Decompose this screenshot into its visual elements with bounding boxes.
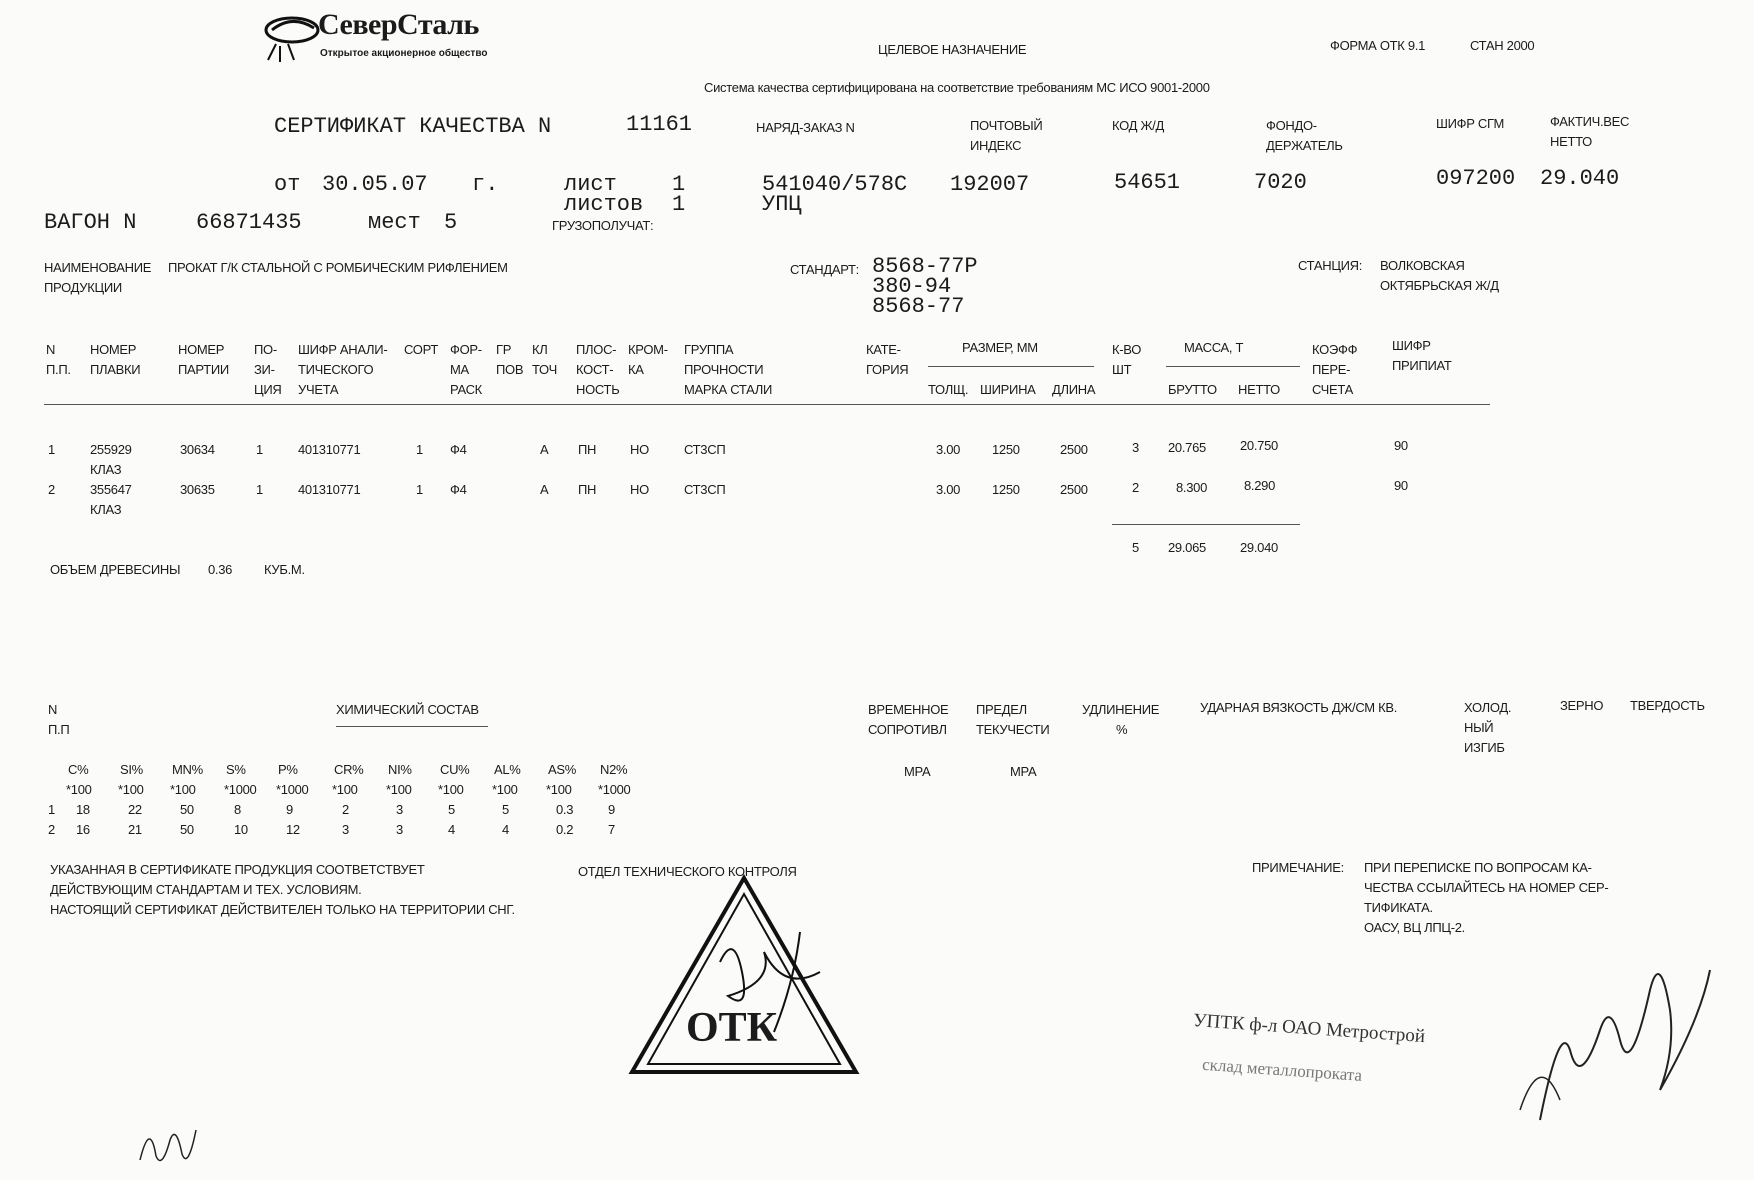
row-thick: 3.00 [936,482,961,497]
station-label: СТАНЦИЯ: [1298,258,1363,273]
row-batch: 30635 [180,482,215,497]
rail-label: КОД Ж/Д [1112,118,1164,133]
compliance-line-1: УКАЗАННАЯ В СЕРТИФИКАТЕ ПРОДУКЦИЯ СООТВЕТСТВУЕТ [50,862,425,877]
col-kl: КЛ [532,342,548,357]
chem-mult-10: *1000 [598,782,631,797]
row-width: 1250 [992,482,1020,497]
row-position: 1 [256,482,263,497]
standard-1: 8568-77Р [872,254,978,279]
row-edge: НО [630,442,649,457]
chem-value: 3 [396,802,403,817]
product-name: ПРОКАТ Г/К СТАЛЬНОЙ С РОМБИЧЕСКИМ РИФЛЕНИЕМ [168,260,508,275]
chem-mult-1: *100 [118,782,144,797]
col-form: ФОР- [450,342,482,357]
col-code-2: ТИЧЕСКОГО [298,362,374,377]
row-batch: 30634 [180,442,215,457]
col-form-3: РАСК [450,382,482,397]
chem-value: 22 [128,802,142,817]
col-group: ГРУППА [684,342,734,357]
chem-row-n: 2 [48,822,55,837]
col-gr: ГР [496,342,512,357]
total-gross: 29.065 [1168,540,1206,555]
col-size: РАЗМЕР, ММ [962,340,1038,355]
holder-label: ФОНДО- [1266,118,1317,133]
col-sort: СОРТ [404,342,439,357]
row-kl: А [540,482,549,497]
row-gross: 20.765 [1168,440,1206,455]
otk-department: ОТДЕЛ ТЕХНИЧЕСКОГО КОНТРОЛЯ [578,864,797,879]
col-gross: БРУТТО [1168,382,1217,397]
chem-value: 12 [286,822,300,837]
chem-value: 3 [396,822,403,837]
chem-title: ХИМИЧЕСКИЙ СОСТАВ [336,702,479,717]
col-kl-2: ТОЧ [532,362,557,377]
mech-bend-2: НЫЙ [1464,720,1494,735]
cert-title: СЕРТИФИКАТ КАЧЕСТВА N [274,114,552,139]
row-edge: НО [630,482,649,497]
mill-label: СТАН 2000 [1470,38,1535,53]
col-appendix-2: ПРИПИАТ [1392,358,1452,373]
row-qty: 3 [1132,440,1139,455]
chem-value: 10 [234,822,248,837]
col-edge: КРОМ- [628,342,668,357]
chem-element-2: MN% [172,762,203,777]
col-code: ШИФР АНАЛИ- [298,342,388,357]
row-plate-2: КЛАЗ [90,462,122,477]
col-flat-3: НОСТЬ [576,382,620,397]
mech-bend-3: ИЗГИБ [1464,740,1505,755]
postal-code: 192007 [950,172,1030,197]
chem-value: 50 [180,802,194,817]
weight-label-2: НЕТТО [1550,134,1592,149]
sgm-code: 097200 [1436,166,1516,191]
places-number: 5 [444,210,458,235]
row-steel: СТ3СП [684,482,726,497]
order-unit: УПЦ [762,192,802,217]
standard-3: 8568-77 [872,294,965,319]
row-form: Ф4 [450,442,467,457]
row-n: 2 [48,482,55,497]
net-weight: 29.040 [1540,166,1620,191]
chem-element-4: P% [278,762,298,777]
row-length: 2500 [1060,482,1088,497]
col-code-3: УЧЕТА [298,382,339,397]
col-plate-2: ПЛАВКИ [90,362,141,377]
col-flat-2: КОСТ- [576,362,614,377]
target-label: ЦЕЛЕВОЕ НАЗНАЧЕНИЕ [878,42,1027,57]
otk-stamp-text: ОТК [686,1005,778,1051]
col-edge-2: КА [628,362,644,377]
col-group-3: МАРКА СТАЛИ [684,382,773,397]
row-form: Ф4 [450,482,467,497]
form-label: ФОРМА ОТК 9.1 [1330,38,1426,53]
col-position-3: ЦИЯ [254,382,282,397]
row-plate-2: КЛАЗ [90,502,122,517]
row-kl: А [540,442,549,457]
chem-element-0: С% [68,762,89,777]
chem-mult-3: *1000 [224,782,257,797]
chem-value: 5 [448,802,455,817]
chem-value: 3 [342,822,349,837]
wood-unit: КУБ.М. [264,562,305,577]
order-label: НАРЯД-ЗАКАЗ N [756,120,855,135]
sheets-number: 1 [672,192,686,217]
chem-n: N [48,702,58,717]
chem-value: 7 [608,822,615,837]
row-net: 20.750 [1240,438,1278,453]
row-sort: 1 [416,442,423,457]
chem-value: 18 [76,802,90,817]
chem-element-6: NI% [388,762,412,777]
col-category-2: ГОРИЯ [866,362,909,377]
chem-value: 5 [502,802,509,817]
col-category: КАТЕ- [866,342,901,357]
handwritten-mark-icon [130,1110,210,1176]
total-qty: 5 [1132,540,1139,555]
chem-value: 0.2 [556,822,574,837]
row-plate: 355647 [90,482,132,497]
col-gr-2: ПОВ [496,362,524,377]
row-position: 1 [256,442,263,457]
holder-code: 7020 [1254,170,1307,195]
weight-label: ФАКТИЧ.ВЕС [1550,114,1630,129]
wagon-number: 66871435 [196,210,302,235]
mech-yield: ПРЕДЕЛ [976,702,1027,717]
sheet-label: лист [564,172,617,197]
chem-element-9: AS% [548,762,577,777]
places-label: мест [368,210,421,235]
col-batch: НОМЕР [178,342,225,357]
note-line-3: ТИФИКАТА. [1364,900,1433,915]
chem-element-10: N2% [600,762,628,777]
chem-mult-6: *100 [386,782,412,797]
chem-mult-2: *100 [170,782,196,797]
col-batch-2: ПАРТИИ [178,362,229,377]
col-n-2: П.П. [46,362,71,377]
standard-label: СТАНДАРТ: [790,262,859,277]
date-prefix: от [274,172,301,197]
chem-value: 8 [234,802,241,817]
product-label-2: ПРОДУКЦИИ [44,280,122,295]
col-coef: КОЭФФ [1312,342,1358,357]
sgm-label: ШИФР СГМ [1436,116,1504,131]
note-label: ПРИМЕЧАНИЕ: [1252,860,1344,875]
wagon-label: ВАГОН N [44,210,137,235]
col-thick: ТОЛЩ. [928,382,969,397]
signature-icon [1500,930,1720,1130]
chem-value: 16 [76,822,90,837]
supplier-stamp-line-1: УПТК ф-л ОАО Метрострой [1192,1010,1426,1048]
mech-hardness: ТВЕРДОСТЬ [1630,698,1705,713]
chem-element-5: CR% [334,762,364,777]
sheet-number: 1 [672,172,686,197]
compliance-line-2: ДЕЙСТВУЮЩИМ СТАНДАРТАМ И ТЕХ. УСЛОВИЯМ. [50,882,362,897]
cert-number: 11161 [626,112,693,137]
row-sort: 1 [416,482,423,497]
col-n: N [46,342,56,357]
chem-value: 9 [286,802,293,817]
chem-element-3: S% [226,762,246,777]
sheets-label: листов [564,192,644,217]
chem-n-2: П.П [48,722,70,737]
mech-elong: УДЛИНЕНИЕ [1082,702,1160,717]
chem-value: 4 [502,822,509,837]
mech-tensile-2: СОПРОТИВЛ [868,722,947,737]
note-line-4: ОАСУ, ВЦ ЛПЦ-2. [1364,920,1465,935]
col-flat: ПЛОС- [576,342,617,357]
chem-value: 2 [342,802,349,817]
mech-bend: ХОЛОД. [1464,700,1512,715]
date-suffix: г. [472,172,499,197]
col-plate: НОМЕР [90,342,137,357]
mech-unit-yield: МРА [1010,764,1037,779]
consignee-label: ГРУЗОПОЛУЧАТ: [552,218,654,233]
holder-label-2: ДЕРЖАТЕЛЬ [1266,138,1343,153]
chem-mult-9: *100 [546,782,572,797]
note-line-1: ПРИ ПЕРЕПИСКЕ ПО ВОПРОСАМ КА- [1364,860,1592,875]
mech-impact: УДАРНАЯ ВЯЗКОСТЬ ДЖ/СМ КВ. [1200,700,1398,715]
col-length: ДЛИНА [1052,382,1096,397]
col-coef-3: СЧЕТА [1312,382,1353,397]
row-flat: ПН [578,482,597,497]
chem-mult-4: *1000 [276,782,309,797]
supplier-stamp-line-2: склад металлопроката [1201,1054,1363,1085]
col-mass: МАССА, Т [1184,340,1244,355]
row-steel: СТ3СП [684,442,726,457]
row-gross: 8.300 [1176,480,1208,495]
mech-yield-2: ТЕКУЧЕСТИ [976,722,1050,737]
col-position: ПО- [254,342,277,357]
logo-text: СеверСталь [318,8,479,41]
chem-value: 9 [608,802,615,817]
product-label: НАИМЕНОВАНИЕ [44,260,152,275]
row-appendix: 90 [1394,438,1408,453]
row-net: 8.290 [1244,478,1276,493]
chem-mult-5: *100 [332,782,358,797]
chem-value: 50 [180,822,194,837]
col-net: НЕТТО [1238,382,1280,397]
mech-unit-tensile: МРА [904,764,931,779]
rail-code: 54651 [1114,170,1181,195]
chem-mult-7: *100 [438,782,464,797]
row-appendix: 90 [1394,478,1408,493]
col-coef-2: ПЕРЕ- [1312,362,1351,377]
chem-element-7: CU% [440,762,470,777]
row-n: 1 [48,442,55,457]
col-qty: К-ВО [1112,342,1142,357]
station-name: ВОЛКОВСКАЯ [1380,258,1465,273]
standard-2: 380-94 [872,274,952,299]
mech-tensile: ВРЕМЕННОЕ [868,702,949,717]
mech-grain: ЗЕРНО [1560,698,1604,713]
chem-row-n: 1 [48,802,55,817]
chem-mult-8: *100 [492,782,518,797]
cert-date: 30.05.07 [322,172,428,197]
col-form-2: МА [450,362,469,377]
row-plate: 255929 [90,442,132,457]
col-group-2: ПРОЧНОСТИ [684,362,764,377]
col-appendix: ШИФР [1392,338,1431,353]
note-line-2: ЧЕСТВА ССЫЛАЙТЕСЬ НА НОМЕР СЕР- [1364,880,1609,895]
chem-element-1: SI% [120,762,143,777]
station-railway: ОКТЯБРЬСКАЯ Ж/Д [1380,278,1499,293]
quality-note: Система качества сертифицирована на соответствие требованиям МС ИСО 9001-2000 [704,80,1210,95]
chem-value: 21 [128,822,142,837]
row-length: 2500 [1060,442,1088,457]
col-width: ШИРИНА [980,382,1036,397]
col-position-2: ЗИ- [254,362,275,377]
postal-label-2: ИНДЕКС [970,138,1022,153]
mech-elong-2: % [1116,722,1128,737]
row-thick: 3.00 [936,442,961,457]
logo-subtitle: Открытое акционерное общество [320,48,488,59]
wood-label: ОБЪЕМ ДРЕВЕСИНЫ [50,562,181,577]
order-number: 541040/578С [762,172,908,197]
chem-mult-0: *100 [66,782,92,797]
chem-value: 4 [448,822,455,837]
row-width: 1250 [992,442,1020,457]
compliance-line-3: НАСТОЯЩИЙ СЕРТИФИКАТ ДЕЙСТВИТЕЛЕН ТОЛЬКО НА ТЕРРИТОРИИ СНГ. [50,902,515,917]
col-qty-2: ШТ [1112,362,1132,377]
row-qty: 2 [1132,480,1139,495]
row-flat: ПН [578,442,597,457]
row-code: 401310771 [298,442,361,457]
postal-label: ПОЧТОВЫЙ [970,118,1043,133]
total-net: 29.040 [1240,540,1278,555]
wood-value: 0.36 [208,562,233,577]
chem-element-8: AL% [494,762,521,777]
row-code: 401310771 [298,482,361,497]
chem-value: 0.3 [556,802,574,817]
